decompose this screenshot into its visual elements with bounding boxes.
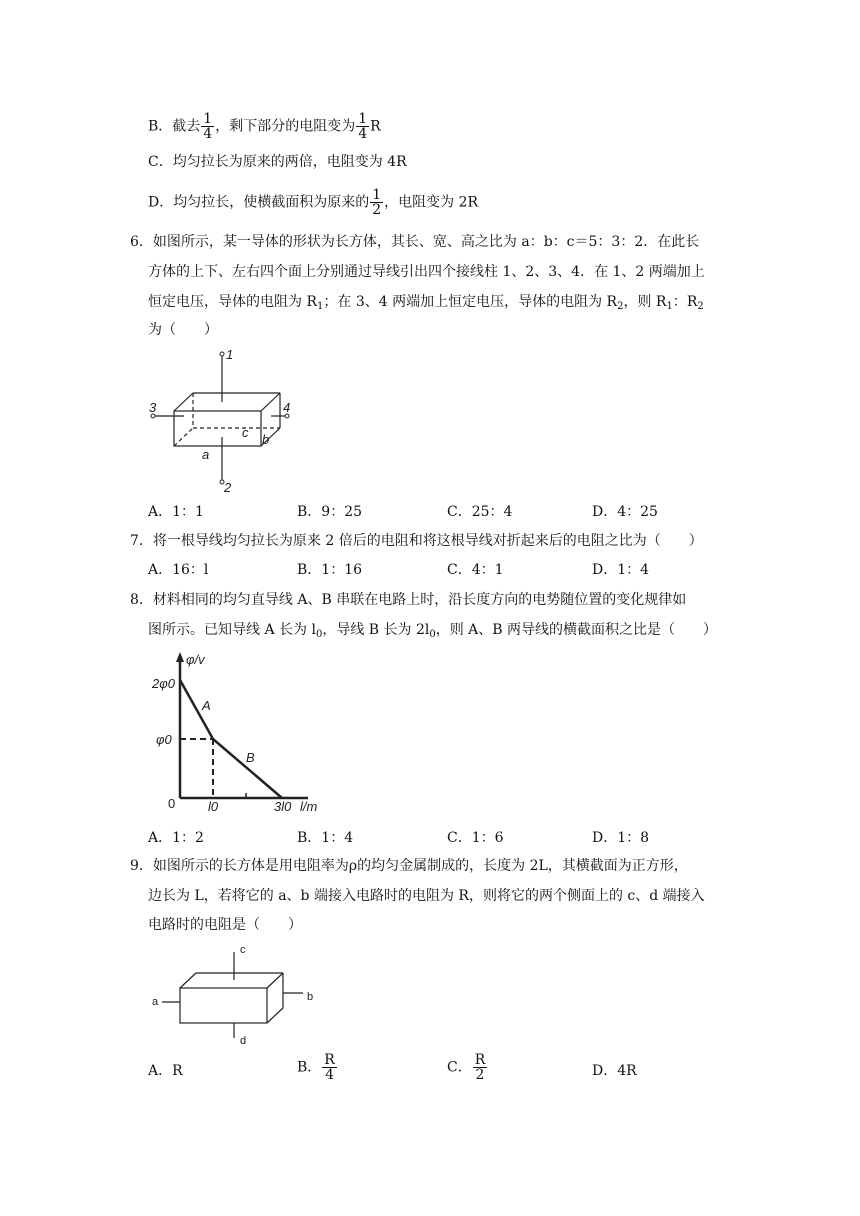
q9-b-fraction: $\frac{R}{4}$ bbox=[324, 1052, 335, 1083]
label-b: b bbox=[307, 991, 314, 1003]
q9-option-d: D．4R bbox=[592, 1063, 637, 1079]
q6-option-a: A．1：1 bbox=[148, 504, 204, 520]
label-3: 3 bbox=[149, 400, 157, 415]
segment-b bbox=[213, 739, 282, 798]
q5-b-fraction-1: $\frac{1}{4}$ bbox=[203, 111, 213, 142]
q5-option-b bbox=[148, 112, 381, 141]
q8-option-a: A．1：2 bbox=[148, 830, 204, 846]
q5-option-d: D．均匀拉长，使横截面积为原来的 $\frac{1}{2}$ ，电阻变为 2R bbox=[148, 187, 479, 218]
potential-graph-svg bbox=[150, 648, 340, 818]
block-diagram bbox=[146, 940, 326, 1048]
q8-potential-graph bbox=[150, 648, 340, 818]
q7-option-c: C．4：1 bbox=[447, 562, 504, 578]
label-c: c bbox=[240, 944, 246, 956]
label-a: a bbox=[202, 447, 210, 462]
terminal-1-dot bbox=[220, 352, 224, 356]
q5-b-middle: ，剩下部分的电阻变为 bbox=[215, 118, 356, 135]
segment-b-label: B bbox=[246, 750, 255, 765]
q5-option-c: C．均匀拉长为原来的两倍，电阻变为 4R bbox=[148, 154, 407, 170]
q7-option-a: A．16：l bbox=[148, 562, 209, 578]
q9-c-fraction: $\frac{R}{2}$ bbox=[474, 1052, 486, 1083]
q9-line-2: 边长为 L，若将它的 a、b 端接入电路时的电阻为 R，则将它的两个侧面上的 c、d 端接入 bbox=[148, 888, 705, 904]
q6-line-1: 6．如图所示，某一导体的形状为长方体，其长、宽、高之比为 a：b：c＝5：3：2．在此长 bbox=[130, 234, 700, 250]
label-c: c bbox=[242, 425, 249, 440]
q9-line-1: 9．如图所示的长方体是用电阻率为ρ的均匀金属制成的，长度为 2L，其横截面为正方形， bbox=[130, 858, 688, 874]
label-a: a bbox=[152, 996, 159, 1008]
q6-line-4: 为（ ） bbox=[148, 322, 218, 338]
q9-option-b: B． $\frac{R}{4}$ bbox=[297, 1052, 335, 1083]
x-tick-3l0: 3l0 bbox=[274, 799, 292, 814]
q9-option-a: A．R bbox=[148, 1063, 183, 1079]
y-tick-phi0: φ0 bbox=[156, 732, 172, 747]
q8-option-d: D．1：8 bbox=[592, 830, 650, 846]
origin-label: 0 bbox=[168, 796, 176, 811]
q6-option-c: C．25：4 bbox=[447, 504, 513, 520]
y-tick-2phi0: 2φ0 bbox=[152, 676, 175, 691]
q8-line-1: 8．材料相同的均匀直导线 A、B 串联在电路上时，沿长度方向的电势随位置的变化规律如 bbox=[130, 592, 687, 608]
q9-block-figure bbox=[146, 940, 326, 1048]
q5-b-fraction-2: $\frac{1}{4}$ bbox=[358, 111, 368, 142]
x-axis-label: l/m bbox=[300, 799, 318, 814]
q6-cuboid-figure bbox=[140, 345, 310, 495]
q8-option-c: C．1：6 bbox=[447, 830, 504, 846]
segment-a-label: A bbox=[202, 698, 211, 713]
q7-option-b: B．1：16 bbox=[297, 562, 363, 578]
label-d: d bbox=[240, 1035, 247, 1047]
x-tick-l0: l0 bbox=[208, 799, 219, 814]
q6-option-d: D．4：25 bbox=[592, 504, 658, 520]
label-1: 1 bbox=[226, 347, 234, 362]
y-axis-arrow bbox=[176, 652, 184, 662]
q5-b-prefix: B．截去 bbox=[148, 118, 201, 135]
q6-line-3: 恒定电压，导体的电阻为 $R_1$；在 3、4 两端加上恒定电压，导体的电阻为 $R_2$，则 $R_1$：$R_2$ bbox=[148, 294, 704, 312]
cuboid-diagram bbox=[140, 345, 310, 495]
q8-option-b: B．1：4 bbox=[297, 830, 354, 846]
q5-d-fraction: $\frac{1}{2}$ bbox=[372, 187, 382, 218]
block-front-face bbox=[180, 988, 267, 1023]
q7-option-d: D．1：4 bbox=[592, 562, 650, 578]
q5-b-suffix: R bbox=[370, 118, 381, 135]
label-2: 2 bbox=[224, 480, 232, 495]
label-b: b bbox=[262, 432, 270, 447]
q9-option-c: C． $\frac{R}{2}$ bbox=[447, 1052, 486, 1083]
q6-option-b: B．9：25 bbox=[297, 504, 363, 520]
q7-text: 7．将一根导线均匀拉长为原来 2 倍后的电阻和将这根导线对折起来后的电阻之比为（ ） bbox=[130, 533, 703, 549]
q8-line-2: 图所示。已知导线 A 长为 $l_0$，导线 B 长为 $2l_0$，则 A、B 两导线的横截面积之比是（ ） bbox=[148, 622, 718, 640]
q9-line-3: 电路时的电阻是（ ） bbox=[148, 917, 302, 933]
label-4: 4 bbox=[283, 400, 291, 415]
y-axis-label: φ/v bbox=[186, 652, 205, 667]
q6-line-2: 方体的上下、左右四个面上分别通过导线引出四个接线柱 1、2、3、4．在 1、2 两端加上 bbox=[148, 264, 705, 280]
